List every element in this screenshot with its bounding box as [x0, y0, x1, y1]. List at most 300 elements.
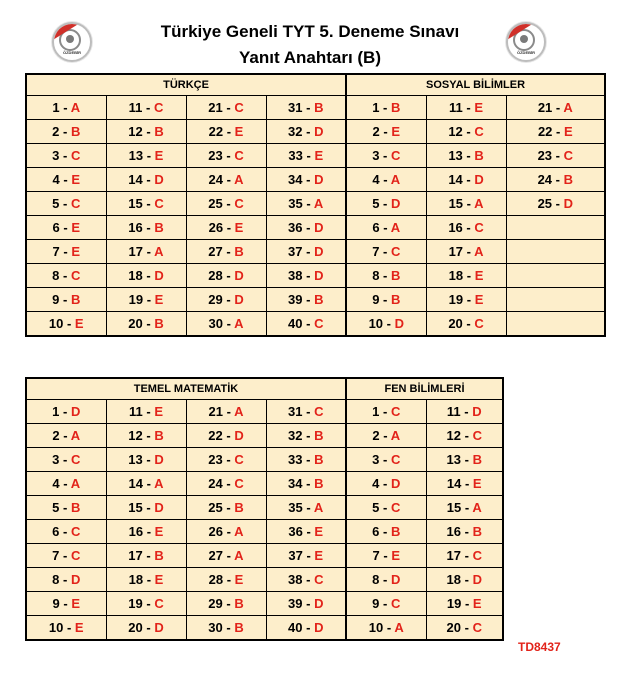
answer-cell	[346, 312, 426, 337]
separator-dash: -	[59, 404, 71, 419]
answer-letter: C	[70, 524, 81, 539]
answer-letter: B	[390, 524, 401, 539]
logo-caption: ÖZDEBİR	[63, 50, 81, 55]
question-number: 8	[52, 572, 60, 587]
answer-letter: C	[234, 476, 244, 491]
answer-cell	[346, 544, 426, 568]
separator-dash: -	[63, 620, 75, 635]
separator-dash: -	[142, 452, 155, 467]
question-number: 19	[128, 292, 144, 307]
separator-dash: -	[222, 428, 235, 443]
separator-dash: -	[461, 452, 473, 467]
answer-cell	[346, 616, 426, 641]
question-number: 10	[368, 316, 384, 331]
separator-dash: -	[302, 172, 315, 187]
answer-cell	[26, 568, 106, 592]
answer-cell	[26, 168, 106, 192]
question-number: 14	[446, 476, 462, 491]
answer-cell	[186, 240, 266, 264]
answer-cell	[26, 264, 106, 288]
answer-letter: D	[314, 268, 324, 283]
table-row	[26, 96, 605, 120]
question-number: 4	[372, 172, 380, 187]
answer-letter: E	[314, 524, 324, 539]
answer-letter: B	[472, 452, 482, 467]
answer-letter: B	[390, 100, 401, 115]
question-number: 16	[128, 524, 144, 539]
question-number: 19	[448, 292, 464, 307]
question-number: 13	[446, 452, 461, 467]
question-number: 17	[128, 244, 143, 259]
separator-dash: -	[461, 524, 473, 539]
separator-dash: -	[461, 620, 473, 635]
answer-letter: A	[472, 500, 482, 515]
answer-cell	[346, 448, 426, 472]
answer-cell	[266, 264, 346, 288]
answer-letter: E	[154, 292, 164, 307]
answer-cell	[346, 240, 426, 264]
answer-letter: D	[154, 268, 164, 283]
answer-letter: C	[390, 596, 401, 611]
answer-cell	[426, 568, 503, 592]
answer-table-turkce-sosyal	[25, 73, 606, 337]
answer-cell	[426, 544, 503, 568]
separator-dash: -	[223, 172, 235, 187]
answer-letter: C	[472, 548, 482, 563]
question-number: 18	[128, 268, 143, 283]
answer-cell	[186, 568, 266, 592]
question-number: 11	[129, 404, 143, 419]
separator-dash: -	[143, 244, 155, 259]
separator-dash: -	[461, 428, 473, 443]
separator-dash: -	[143, 572, 155, 587]
separator-dash: -	[142, 124, 155, 139]
question-number: 15	[128, 196, 143, 211]
separator-dash: -	[142, 620, 155, 635]
answer-cell	[106, 168, 186, 192]
answer-letter: A	[234, 316, 244, 331]
question-number: 17	[446, 548, 461, 563]
table-row	[26, 264, 605, 288]
separator-dash: -	[302, 316, 315, 331]
table-row	[26, 120, 605, 144]
question-number: 13	[128, 148, 144, 163]
section-header-turkce: TÜRKÇE	[26, 74, 346, 96]
answer-letter: D	[314, 172, 324, 187]
separator-dash: -	[463, 292, 475, 307]
separator-dash: -	[143, 524, 155, 539]
answer-letter: D	[563, 196, 573, 211]
answer-cell	[346, 520, 426, 544]
table-row	[26, 216, 605, 240]
answer-cell	[426, 96, 506, 120]
separator-dash: -	[59, 220, 72, 235]
question-number: 3	[372, 452, 380, 467]
answer-cell	[266, 400, 346, 424]
answer-cell	[26, 240, 106, 264]
table-row	[26, 192, 605, 216]
separator-dash: -	[142, 268, 155, 283]
separator-dash: -	[59, 548, 71, 563]
answer-letter: E	[472, 596, 482, 611]
answer-letter: C	[563, 148, 573, 163]
separator-dash: -	[302, 476, 315, 491]
question-number: 9	[52, 596, 60, 611]
answer-cell	[106, 544, 186, 568]
answer-letter: D	[154, 172, 164, 187]
question-number: 2	[372, 124, 380, 139]
separator-dash: -	[302, 220, 315, 235]
separator-dash: -	[379, 476, 391, 491]
answer-letter: C	[154, 596, 164, 611]
answer-cell	[186, 96, 266, 120]
answer-cell	[106, 496, 186, 520]
answer-letter: B	[154, 428, 164, 443]
answer-letter: B	[472, 524, 482, 539]
question-number: 38	[288, 572, 303, 587]
separator-dash: -	[142, 172, 155, 187]
question-number: 13	[448, 148, 463, 163]
answer-cell	[266, 144, 346, 168]
separator-dash: -	[379, 428, 391, 443]
question-number: 9	[52, 292, 60, 307]
answer-cell	[266, 472, 346, 496]
answer-letter: C	[390, 452, 401, 467]
answer-letter: E	[71, 596, 80, 611]
answer-cell	[266, 424, 346, 448]
empty-cell	[506, 216, 605, 240]
answer-letter: D	[234, 268, 244, 283]
answer-cell	[106, 144, 186, 168]
question-number: 17	[448, 244, 464, 259]
answer-cell	[266, 96, 346, 120]
answer-cell	[346, 120, 426, 144]
answer-letter: D	[70, 572, 81, 587]
answer-cell	[346, 264, 426, 288]
answer-letter: D	[70, 404, 81, 419]
separator-dash: -	[302, 244, 315, 259]
table-row	[26, 496, 503, 520]
separator-dash: -	[222, 292, 235, 307]
separator-dash: -	[142, 220, 155, 235]
answer-cell	[346, 168, 426, 192]
logo-caption: ÖZDEBİR	[517, 50, 535, 55]
answer-letter: D	[472, 572, 482, 587]
separator-dash: -	[302, 452, 315, 467]
question-number: 7	[52, 548, 60, 563]
answer-letter: C	[472, 428, 482, 443]
answer-letter: A	[154, 476, 164, 491]
answer-letter: A	[563, 100, 573, 115]
answer-cell	[506, 144, 605, 168]
answer-cell	[186, 400, 266, 424]
question-number: 18	[128, 572, 144, 587]
separator-dash: -	[142, 316, 155, 331]
question-number: 8	[52, 268, 60, 283]
answer-letter: C	[234, 100, 244, 115]
question-number: 37	[288, 244, 303, 259]
table-row	[26, 424, 503, 448]
separator-dash: -	[59, 596, 72, 611]
answer-cell	[26, 192, 106, 216]
answer-cell	[506, 192, 605, 216]
question-number: 8	[372, 572, 380, 587]
answer-letter: D	[474, 172, 484, 187]
separator-dash: -	[379, 100, 391, 115]
answer-cell	[106, 240, 186, 264]
question-number: 18	[448, 268, 464, 283]
separator-dash: -	[222, 100, 235, 115]
separator-dash: -	[552, 148, 564, 163]
question-number: 21	[208, 100, 223, 115]
separator-dash: -	[379, 148, 391, 163]
answer-cell	[266, 544, 346, 568]
separator-dash: -	[143, 148, 155, 163]
answer-letter: C	[234, 452, 244, 467]
table-row	[26, 144, 605, 168]
answer-cell	[26, 400, 106, 424]
question-number: 21	[208, 404, 223, 419]
answer-letter: C	[474, 316, 484, 331]
separator-dash: -	[223, 124, 235, 139]
answer-cell	[186, 168, 266, 192]
answer-letter: A	[70, 428, 81, 443]
answer-letter: B	[234, 596, 244, 611]
separator-dash: -	[59, 452, 71, 467]
question-number: 4	[52, 476, 60, 491]
answer-letter: A	[474, 196, 484, 211]
answer-cell	[426, 496, 503, 520]
answer-cell	[26, 144, 106, 168]
question-number: 10	[48, 316, 64, 331]
separator-dash: -	[379, 220, 391, 235]
answer-letter: E	[154, 524, 164, 539]
separator-dash: -	[222, 620, 235, 635]
separator-dash: -	[302, 596, 315, 611]
answer-cell	[266, 240, 346, 264]
answer-letter: C	[474, 220, 484, 235]
answer-letter: A	[394, 620, 404, 635]
separator-dash: -	[463, 196, 475, 211]
answer-letter: E	[474, 268, 484, 283]
separator-dash: -	[302, 268, 315, 283]
answer-letter: E	[314, 148, 324, 163]
question-number: 5	[372, 500, 380, 515]
separator-dash: -	[379, 292, 391, 307]
question-number: 39	[288, 292, 303, 307]
answer-cell	[426, 216, 506, 240]
table-row	[26, 472, 503, 496]
separator-dash: -	[379, 244, 391, 259]
answer-letter: A	[390, 428, 401, 443]
answer-letter: E	[154, 148, 164, 163]
answer-cell	[426, 264, 506, 288]
answer-cell	[26, 120, 106, 144]
question-number: 20	[446, 620, 461, 635]
question-number: 12	[128, 428, 143, 443]
question-number: 29	[208, 596, 223, 611]
question-number: 9	[372, 596, 380, 611]
answer-letter: B	[154, 548, 164, 563]
answer-cell	[426, 192, 506, 216]
question-number: 23	[537, 148, 553, 163]
answer-cell	[346, 192, 426, 216]
answer-letter: C	[70, 452, 81, 467]
answer-key-subtitle: Yanıt Anahtarı (B)	[239, 48, 381, 67]
answer-cell	[106, 520, 186, 544]
question-number: 1	[372, 100, 380, 115]
question-number: 2	[52, 428, 60, 443]
separator-dash: -	[383, 620, 395, 635]
separator-dash: -	[142, 100, 154, 115]
answer-letter: B	[70, 124, 81, 139]
question-number: 22	[208, 428, 223, 443]
answer-letter: B	[314, 100, 324, 115]
booklet-code: TD8437	[518, 640, 561, 654]
question-number: 30	[208, 620, 223, 635]
question-number: 14	[128, 476, 143, 491]
separator-dash: -	[142, 500, 155, 515]
separator-dash: -	[552, 172, 564, 187]
separator-dash: -	[379, 524, 391, 539]
table-row	[26, 568, 503, 592]
separator-dash: -	[59, 428, 71, 443]
question-number: 3	[52, 452, 60, 467]
answer-cell	[346, 496, 426, 520]
question-number: 27	[208, 548, 223, 563]
answer-letter: C	[153, 100, 164, 115]
separator-dash: -	[552, 100, 564, 115]
question-number: 35	[288, 196, 303, 211]
answer-cell	[106, 120, 186, 144]
answer-letter: C	[234, 148, 244, 163]
separator-dash: -	[462, 220, 475, 235]
answer-letter: E	[71, 172, 80, 187]
answer-cell	[186, 288, 266, 312]
separator-dash: -	[63, 316, 75, 331]
empty-cell	[506, 288, 605, 312]
answer-letter: C	[154, 196, 164, 211]
answer-letter: E	[314, 548, 324, 563]
answer-cell	[106, 192, 186, 216]
question-number: 33	[288, 148, 303, 163]
question-number: 31	[288, 404, 303, 419]
answer-cell	[426, 144, 506, 168]
separator-dash: -	[379, 404, 391, 419]
answer-letter: E	[71, 220, 80, 235]
separator-dash: -	[379, 572, 391, 587]
question-number: 31	[288, 100, 303, 115]
answer-cell	[26, 424, 106, 448]
question-number: 18	[446, 572, 461, 587]
answer-letter: C	[314, 572, 324, 587]
separator-dash: -	[59, 476, 71, 491]
section-header-fen-bilimleri: FEN BİLİMLERİ	[346, 378, 503, 400]
question-number: 19	[128, 596, 143, 611]
question-number: 6	[52, 524, 60, 539]
answer-cell	[426, 120, 506, 144]
separator-dash: -	[59, 572, 71, 587]
table-header-row	[26, 74, 605, 96]
answer-letter: A	[390, 172, 401, 187]
section-header-temel-matematik: TEMEL MATEMATİK	[26, 378, 346, 400]
answer-cell	[26, 216, 106, 240]
answer-letter: D	[234, 292, 244, 307]
separator-dash: -	[460, 404, 473, 419]
separator-dash: -	[223, 572, 235, 587]
answer-letter: E	[234, 124, 244, 139]
answer-letter: B	[70, 500, 81, 515]
question-number: 5	[372, 196, 380, 211]
question-number: 34	[288, 476, 303, 491]
separator-dash: -	[223, 316, 235, 331]
answer-letter: E	[391, 124, 401, 139]
answer-letter: D	[234, 428, 244, 443]
answer-cell	[266, 168, 346, 192]
question-number: 6	[372, 524, 380, 539]
answer-cell	[186, 592, 266, 616]
answer-letter: C	[234, 196, 244, 211]
question-number: 9	[372, 292, 380, 307]
question-number: 20	[128, 316, 143, 331]
answer-letter: B	[314, 476, 324, 491]
answer-letter: E	[234, 572, 244, 587]
answer-cell	[106, 472, 186, 496]
answer-cell	[506, 168, 605, 192]
table-row	[26, 288, 605, 312]
question-number: 27	[208, 244, 223, 259]
answer-cell	[26, 520, 106, 544]
answer-letter: E	[234, 220, 244, 235]
answer-cell	[426, 424, 503, 448]
separator-dash: -	[302, 100, 315, 115]
answer-letter: C	[70, 548, 81, 563]
separator-dash: -	[379, 124, 392, 139]
question-number: 25	[208, 196, 223, 211]
separator-dash: -	[222, 596, 235, 611]
answer-letter: B	[154, 220, 164, 235]
answer-cell	[186, 424, 266, 448]
question-number: 23	[208, 148, 223, 163]
question-number: 8	[372, 268, 380, 283]
question-number: 13	[128, 452, 143, 467]
separator-dash: -	[222, 244, 235, 259]
separator-dash: -	[379, 196, 391, 211]
separator-dash: -	[59, 196, 71, 211]
answer-cell	[426, 400, 503, 424]
answer-cell	[266, 288, 346, 312]
separator-dash: -	[552, 196, 564, 211]
separator-dash: -	[59, 100, 71, 115]
answer-cell	[186, 472, 266, 496]
table-row	[26, 312, 605, 337]
answer-letter: E	[563, 124, 573, 139]
answer-cell	[106, 400, 186, 424]
separator-dash: -	[223, 548, 235, 563]
question-number: 4	[372, 476, 380, 491]
separator-dash: -	[302, 292, 315, 307]
answer-cell	[106, 568, 186, 592]
question-number: 24	[537, 172, 553, 187]
answer-cell	[426, 168, 506, 192]
answer-cell	[186, 264, 266, 288]
answer-cell	[346, 400, 426, 424]
separator-dash: -	[59, 500, 71, 515]
separator-dash: -	[222, 452, 235, 467]
separator-dash: -	[223, 404, 235, 419]
question-number: 40	[288, 620, 303, 635]
answer-letter: D	[390, 196, 401, 211]
